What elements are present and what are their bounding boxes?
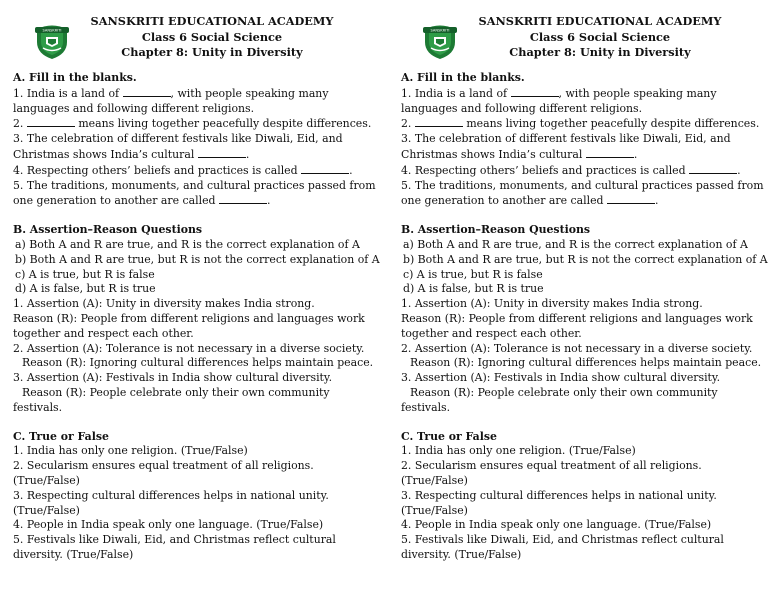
assertion-line: 2. Assertion (A): Tolerance is not necessary in a diverse society. — [401, 341, 753, 355]
question-line: one generation to another are called . — [401, 194, 659, 208]
question-line: 2. Secularism ensures equal treatment of all religions. — [13, 459, 314, 473]
reason-line: festivals. — [401, 400, 451, 414]
assertion-line: 3. Assertion (A): Festivals in India show cultural diversity. — [401, 371, 721, 385]
question-line: diversity. (True/False) — [401, 547, 522, 561]
reason-line: Reason (R): People from different religions and languages work — [401, 311, 753, 325]
question-line: (True/False) — [13, 503, 80, 517]
section-true-false — [401, 430, 768, 563]
question-line: Christmas shows India’s cultural . — [401, 147, 638, 161]
section-heading: B. Assertion–Reason Questions — [13, 223, 203, 237]
question-line: 5. Festivals like Diwali, Eid, and Christmas reflect cultural — [401, 533, 724, 547]
answer-blank[interactable] — [123, 86, 171, 97]
question-line: 1. India has only one religion. (True/False) — [401, 444, 636, 458]
answer-blank[interactable] — [586, 147, 634, 158]
reason-line: Reason (R): People from different religions and languages work — [13, 311, 365, 325]
question-line: (True/False) — [401, 473, 468, 487]
school-crest-logo — [421, 20, 459, 60]
assertion-line: 1. Assertion (A): Unity in diversity makes India strong. — [13, 297, 315, 311]
question-line: 1. India is a land of , with people speaking many — [13, 86, 329, 100]
question-line: 5. Festivals like Diwali, Eid, and Christmas reflect cultural — [13, 533, 336, 547]
option-a: a) Both A and R are true, and R is the correct explanation of A — [15, 237, 360, 251]
question-line: languages and following different religions. — [401, 101, 643, 115]
question-line: 4. People in India speak only one language. (True/False) — [13, 518, 324, 532]
reason-line: Reason (R): Ignoring cultural differences helps maintain peace. — [22, 356, 374, 370]
answer-blank[interactable] — [607, 193, 655, 204]
school-name: SANSKRITI EDUCATIONAL ACADEMY — [90, 14, 334, 28]
worksheet-left — [13, 14, 381, 563]
svg-text:SANSKRITI: SANSKRITI — [430, 28, 450, 33]
answer-blank[interactable] — [301, 163, 349, 174]
question-line: 1. India is a land of , with people speaking many — [401, 86, 717, 100]
answer-blank[interactable] — [415, 116, 463, 127]
section-heading: A. Fill in the blanks. — [13, 71, 137, 84]
question-line: 3. The celebration of different festivals like Diwali, Eid, and — [401, 132, 731, 146]
chapter-title: Chapter 8: Unity in Diversity — [509, 45, 691, 59]
worksheet-header — [13, 14, 381, 64]
answer-blank[interactable] — [689, 163, 737, 174]
question-line: 3. Respecting cultural differences helps in national unity. — [13, 488, 329, 502]
chapter-title: Chapter 8: Unity in Diversity — [121, 45, 303, 59]
question-line: 2. Secularism ensures equal treatment of all religions. — [401, 459, 702, 473]
question-line: (True/False) — [13, 473, 80, 487]
option-a: a) Both A and R are true, and R is the correct explanation of A — [403, 237, 748, 251]
question-line: Christmas shows India’s cultural . — [13, 147, 250, 161]
class-line: Class 6 Social Science — [529, 29, 671, 44]
question-line: 1. India has only one religion. (True/False) — [13, 444, 248, 458]
section-fill-blanks — [401, 71, 768, 209]
question-line: 4. Respecting others’ beliefs and practices is called . — [13, 163, 353, 177]
reason-line: together and respect each other. — [401, 326, 582, 340]
option-d: d) A is false, but R is true — [403, 282, 544, 296]
reason-line: Reason (R): People celebrate only their own community — [22, 385, 330, 399]
worksheet-header — [401, 14, 768, 64]
option-c: c) A is true, but R is false — [403, 267, 543, 281]
reason-line: Reason (R): People celebrate only their own community — [410, 385, 718, 399]
question-line: 3. Respecting cultural differences helps in national unity. — [401, 488, 717, 502]
option-b: b) Both A and R are true, but R is not the correct explanation of A — [15, 252, 380, 266]
worksheet-right — [401, 14, 768, 563]
section-fill-blanks — [13, 71, 381, 209]
reason-line: Reason (R): Ignoring cultural differences helps maintain peace. — [410, 356, 762, 370]
school-name: SANSKRITI EDUCATIONAL ACADEMY — [478, 14, 722, 28]
answer-blank[interactable] — [511, 86, 559, 97]
reason-line: together and respect each other. — [13, 326, 194, 340]
question-line: 2. means living together peacefully despite differences. — [13, 117, 372, 131]
question-line: diversity. (True/False) — [13, 547, 134, 561]
question-line: 3. The celebration of different festivals like Diwali, Eid, and — [13, 132, 343, 146]
answer-blank[interactable] — [219, 193, 267, 204]
section-assertion-reason — [401, 223, 768, 415]
assertion-line: 1. Assertion (A): Unity in diversity makes India strong. — [401, 297, 703, 311]
option-d: d) A is false, but R is true — [15, 282, 156, 296]
question-line: 4. People in India speak only one language. (True/False) — [401, 518, 712, 532]
question-line: (True/False) — [401, 503, 468, 517]
question-line: 5. The traditions, monuments, and cultural practices passed from — [13, 178, 376, 192]
section-true-false — [13, 430, 381, 563]
question-line: one generation to another are called . — [13, 194, 271, 208]
svg-text:SANSKRITI: SANSKRITI — [42, 28, 62, 33]
assertion-line: 2. Assertion (A): Tolerance is not necessary in a diverse society. — [13, 341, 365, 355]
school-crest-logo — [33, 20, 71, 60]
section-heading: C. True or False — [13, 429, 109, 443]
section-heading: C. True or False — [401, 429, 497, 443]
section-heading: A. Fill in the blanks. — [401, 71, 525, 84]
section-assertion-reason — [13, 223, 381, 415]
answer-blank[interactable] — [27, 116, 75, 127]
answer-blank[interactable] — [198, 147, 246, 158]
question-line: 2. means living together peacefully despite differences. — [401, 117, 760, 131]
question-line: languages and following different religions. — [13, 101, 255, 115]
assertion-line: 3. Assertion (A): Festivals in India show cultural diversity. — [13, 371, 333, 385]
option-c: c) A is true, but R is false — [15, 267, 155, 281]
option-b: b) Both A and R are true, but R is not the correct explanation of A — [403, 252, 768, 266]
class-line: Class 6 Social Science — [141, 29, 283, 44]
question-line: 4. Respecting others’ beliefs and practices is called . — [401, 163, 741, 177]
question-line: 5. The traditions, monuments, and cultural practices passed from — [401, 178, 764, 192]
reason-line: festivals. — [13, 400, 63, 414]
section-heading: B. Assertion–Reason Questions — [401, 223, 591, 237]
